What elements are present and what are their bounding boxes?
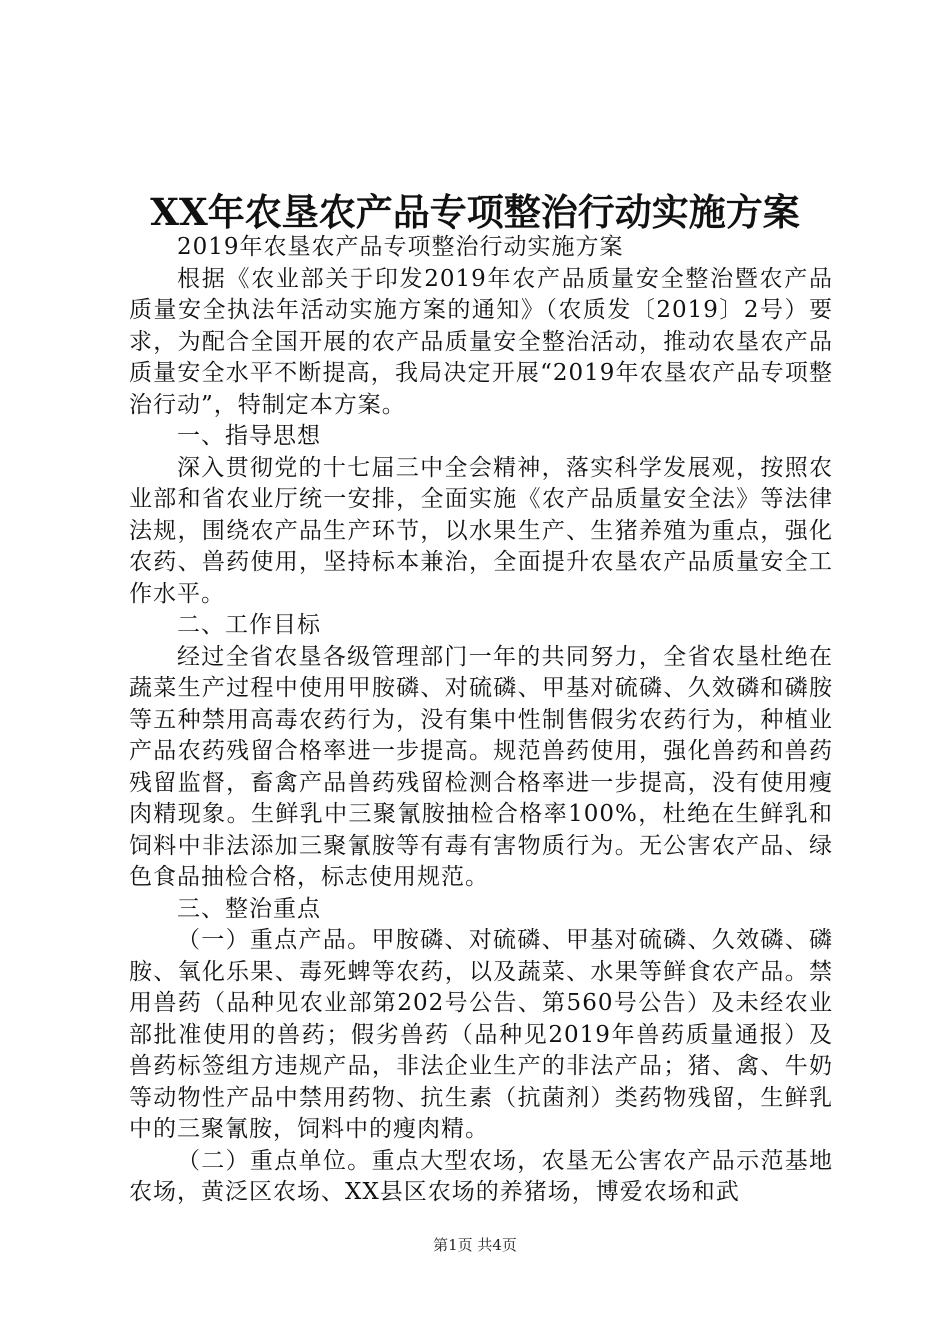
paragraph-subtitle: 2019年农垦农产品专项整治行动实施方案: [177, 234, 624, 260]
paragraph-key-units: （二）重点单位。重点大型农场，农垦无公害农产品示范基地农场，黄泛区农场、XX县区农场的养猪场，博爱农场和武: [129, 1147, 833, 1205]
heading-guiding-thought: 一、指导思想: [177, 423, 321, 449]
heading-key-points: 三、整治重点: [177, 895, 321, 922]
heading-work-goals: 二、工作目标: [177, 612, 321, 638]
paragraph-intro: 根据《农业部关于印发2019年农产品质量安全整治暨农产品质量安全执法年活动实施方案的通知》（农质发〔2019〕2号）要求，为配合全国开展的农产品质量安全整治活动，推动农垦农产品质量安全水平不断提高，我局决定开展“2019年农垦农产品专项整治行动”，特制定本方案。: [129, 265, 833, 418]
page-footer: 第1页 共4页: [433, 1236, 517, 1254]
paragraph-guiding-thought: 深入贯彻党的十七届三中全会精神，落实科学发展观，按照农业部和省农业厅统一安排，全面实施《农产品质量安全法》等法律法规，围绕农产品生产环节，以水果生产、生猪养殖为重点，强化农药、兽药使用，坚持标本兼治，全面提升农垦农产品质量安全工作水平。: [129, 454, 833, 607]
paragraph-key-products: （一）重点产品。甲胺磷、对硫磷、甲基对硫磷、久效磷、磷胺、氧化乐果、毒死蜱等农药，以及蔬菜、水果等鲜食农产品。禁用兽药（品种见农业部第202号公告、第560号公告）及未经农业部批准使用的兽药；假劣兽药（品种见2019年兽药质量通报）及兽药标签组方违规产品，非法企业生产的非法产品；猪、禽、牛奶等动物性产品中禁用药物、抗生素（抗菌剂）类药物残留，生鲜乳中的三聚氰胺，饲料中的瘦肉精。: [129, 927, 833, 1142]
document-title: XX年农垦农产品专项整治行动实施方案: [150, 190, 800, 234]
paragraph-work-goals: 经过全省农垦各级管理部门一年的共同努力，全省农垦杜绝在蔬菜生产过程中使用甲胺磷、对硫磷、甲基对硫磷、久效磷和磷胺等五种禁用高毒农药行为，没有集中性制售假劣农药行为，种植业产品农药残留合格率进一步提高。规范兽药使用，强化兽药和兽药残留监督，畜禽产品兽药残留检测合格率进一步提高，没有使用瘦肉精现象。生鲜乳中三聚氰胺抽检合格率100%，杜绝在生鲜乳和饲料中非法添加三聚氰胺等有毒有害物质行为。无公害农产品、绿色食品抽检合格，标志使用规范。: [129, 643, 833, 890]
document-body: [129, 232, 833, 1209]
